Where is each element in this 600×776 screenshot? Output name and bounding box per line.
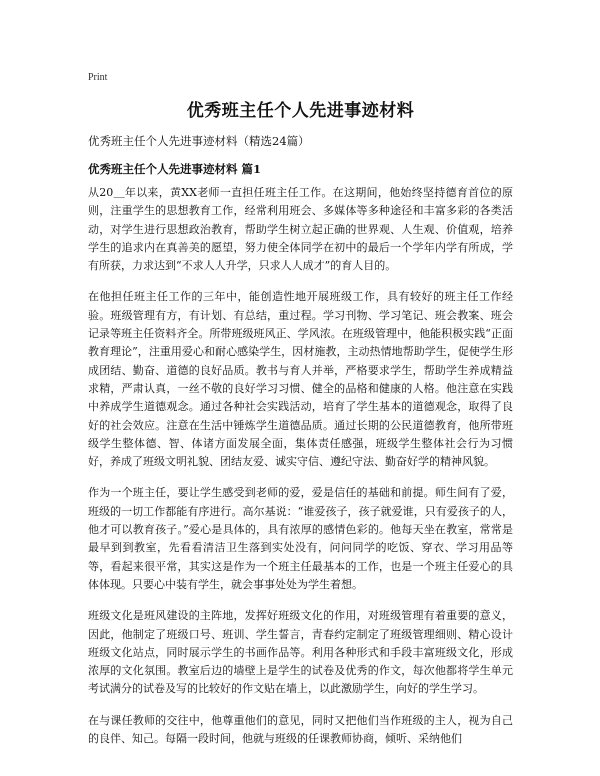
paragraph-2: 在他担任班主任工作的三年中，能创造性地开展班级工作，具有较好的班主任工作经验。班级管理有方，有计划、有总结，重过程。学习刊物、学习笔记、班会教案、班会记录等班主任资料齐全。所带班级班风正、学风浓。在班级管理中，他能积极实践“正面教育理论”，注重用爱心和耐心感染学生，因材施教，主动热情地帮助学生，促使学生形成团结、勤奋、道德的良好品质。教书与育人并举，严格要求学生，帮助学生养成精益求精，严肃认真，一丝不敬的良好学习习惯、健全的品格和健康的人格。他注意在实践中养成学生道德观念。通过各种社会实践活动，培育了学生基本的道德观念，取得了良好的社会效应。注意在生活中锤炼学生道德品质。通过长期的公民道德教育，他所带班级学生整体德、智、体诸方面发展全面，集体责任感强，班级学生整体社会行为习惯好，养成了班级文明礼貌、团结友爱、诚实守信、遵纪守法、勤奋好学的精神风貌。 <box>88 290 513 469</box>
print-link[interactable]: Print <box>88 72 108 83</box>
document-subtitle: 优秀班主任个人先进事迹材料（精选24篇） <box>88 134 310 148</box>
section-heading: 优秀班主任个人先进事迹材料 篇1 <box>88 162 262 176</box>
paragraph-3: 作为一个班主任，要让学生感受到老师的爱，爱是信任的基础和前提。师生间有了爱，班级的一切工作都能有序进行。高尔基说：“谁爱孩子，孩子就爱谁，只有爱孩子的人，他才可以教育孩子。”爱心是具体的，具有浓厚的感情色彩的。他每天坐在教室，常常是最早到到教室，先看看清洁卫生落到实处没有，问问同学的吃饭、穿衣、学习用品等等，看起来很平常，其实这是作为一个班主任最基本的工作，也是一个班主任爱心的具体体现。只要心中装有学生，就会事事处处为学生着想。 <box>88 486 513 591</box>
paragraph-5: 在与课任教师的交往中，他尊重他们的意见，同时又把他们当作班级的主人，视为自己的良伴、知己。每隔一段时间，他就与班级的任课教师协商，倾听、采纳他们 <box>88 713 513 746</box>
document-title: 优秀班主任个人先进事迹材料 <box>186 101 415 121</box>
paragraph-4: 班级文化是班风建设的主阵地，发挥好班级文化的作用，对班级管理有着重要的意义，因此，他制定了班级口号、班训、学生誓言，青春约定制定了班级管理细则、精心设计班级文化站点，同时展示学生的书画作品等。利用各种形式和手段丰富班级文化，形成浓厚的文化氛围。教室后边的墙壁上是学生的试卷及优秀的作文，每次他都将学生单元考试满分的试卷及写的比较好的作文贴在墙上，以此激励学生，向好的学生学习。 <box>88 609 513 696</box>
body-text <box>88 184 513 761</box>
paragraph-1: 从20＿年以来，黄XX老师一直担任班主任工作。在这期间，他始终坚持德育首位的原则，注重学生的思想教育工作，经常利用班会、多媒体等多种途径和丰富多彩的各类活动，对学生进行思想政治教育，帮助学生树立起正确的世界观、人生观、价值观，培养学生的追求内在真善美的愿望，努力使全体同学在初中的最后一个学年内学有所成，学有所获，力求达到“不求人人升学，只求人人成才”的育人目的。 <box>88 186 513 273</box>
